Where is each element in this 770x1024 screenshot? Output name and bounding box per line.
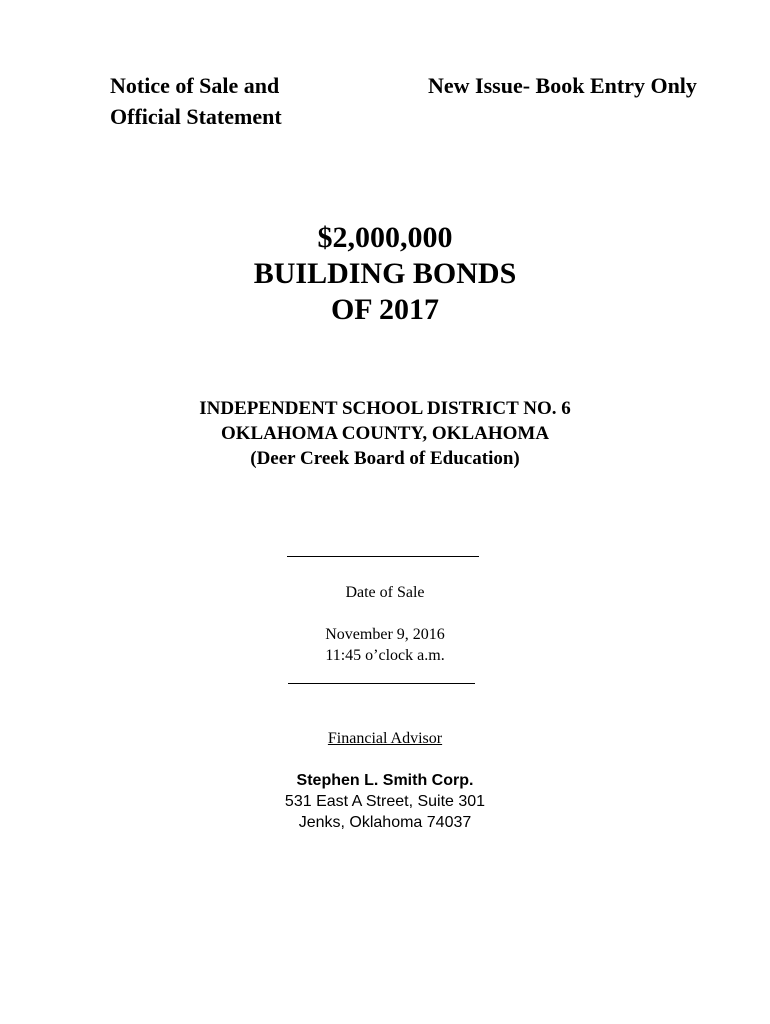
advisor-firm-name: Stephen L. Smith Corp. <box>296 772 474 789</box>
sale-date-block <box>0 624 770 666</box>
issuer-board: (Deer Creek Board of Education) <box>250 448 520 469</box>
bond-series: OF 2017 <box>330 293 440 326</box>
bond-amount: $2,000,000 <box>317 221 453 254</box>
divider-bottom <box>288 683 475 684</box>
financial-advisor-label-text: Financial Advisor <box>327 730 443 747</box>
financial-advisor-label <box>0 729 770 749</box>
advisor-address-street: 531 East A Street, Suite 301 <box>284 793 486 810</box>
financial-advisor-block <box>0 770 770 833</box>
bond-title <box>0 220 770 328</box>
sale-date: November 9, 2016 <box>325 626 445 643</box>
divider-top <box>287 556 479 557</box>
document-type-heading <box>110 70 282 132</box>
issuer-block <box>0 396 770 471</box>
heading-line-2: Official Statement <box>110 104 282 129</box>
heading-line-1: Notice of Sale and <box>110 73 280 98</box>
issue-type-heading: New Issue- Book Entry Only <box>428 73 697 98</box>
issuer-district: INDEPENDENT SCHOOL DISTRICT NO. 6 <box>199 398 571 419</box>
advisor-address-city: Jenks, Oklahoma 74037 <box>298 814 472 831</box>
sale-time: 11:45 o’clock a.m. <box>325 647 445 664</box>
issuer-county: OKLAHOMA COUNTY, OKLAHOMA <box>220 423 550 444</box>
sale-date-label: Date of Sale <box>345 584 425 601</box>
bond-name: BUILDING BONDS <box>253 257 517 290</box>
